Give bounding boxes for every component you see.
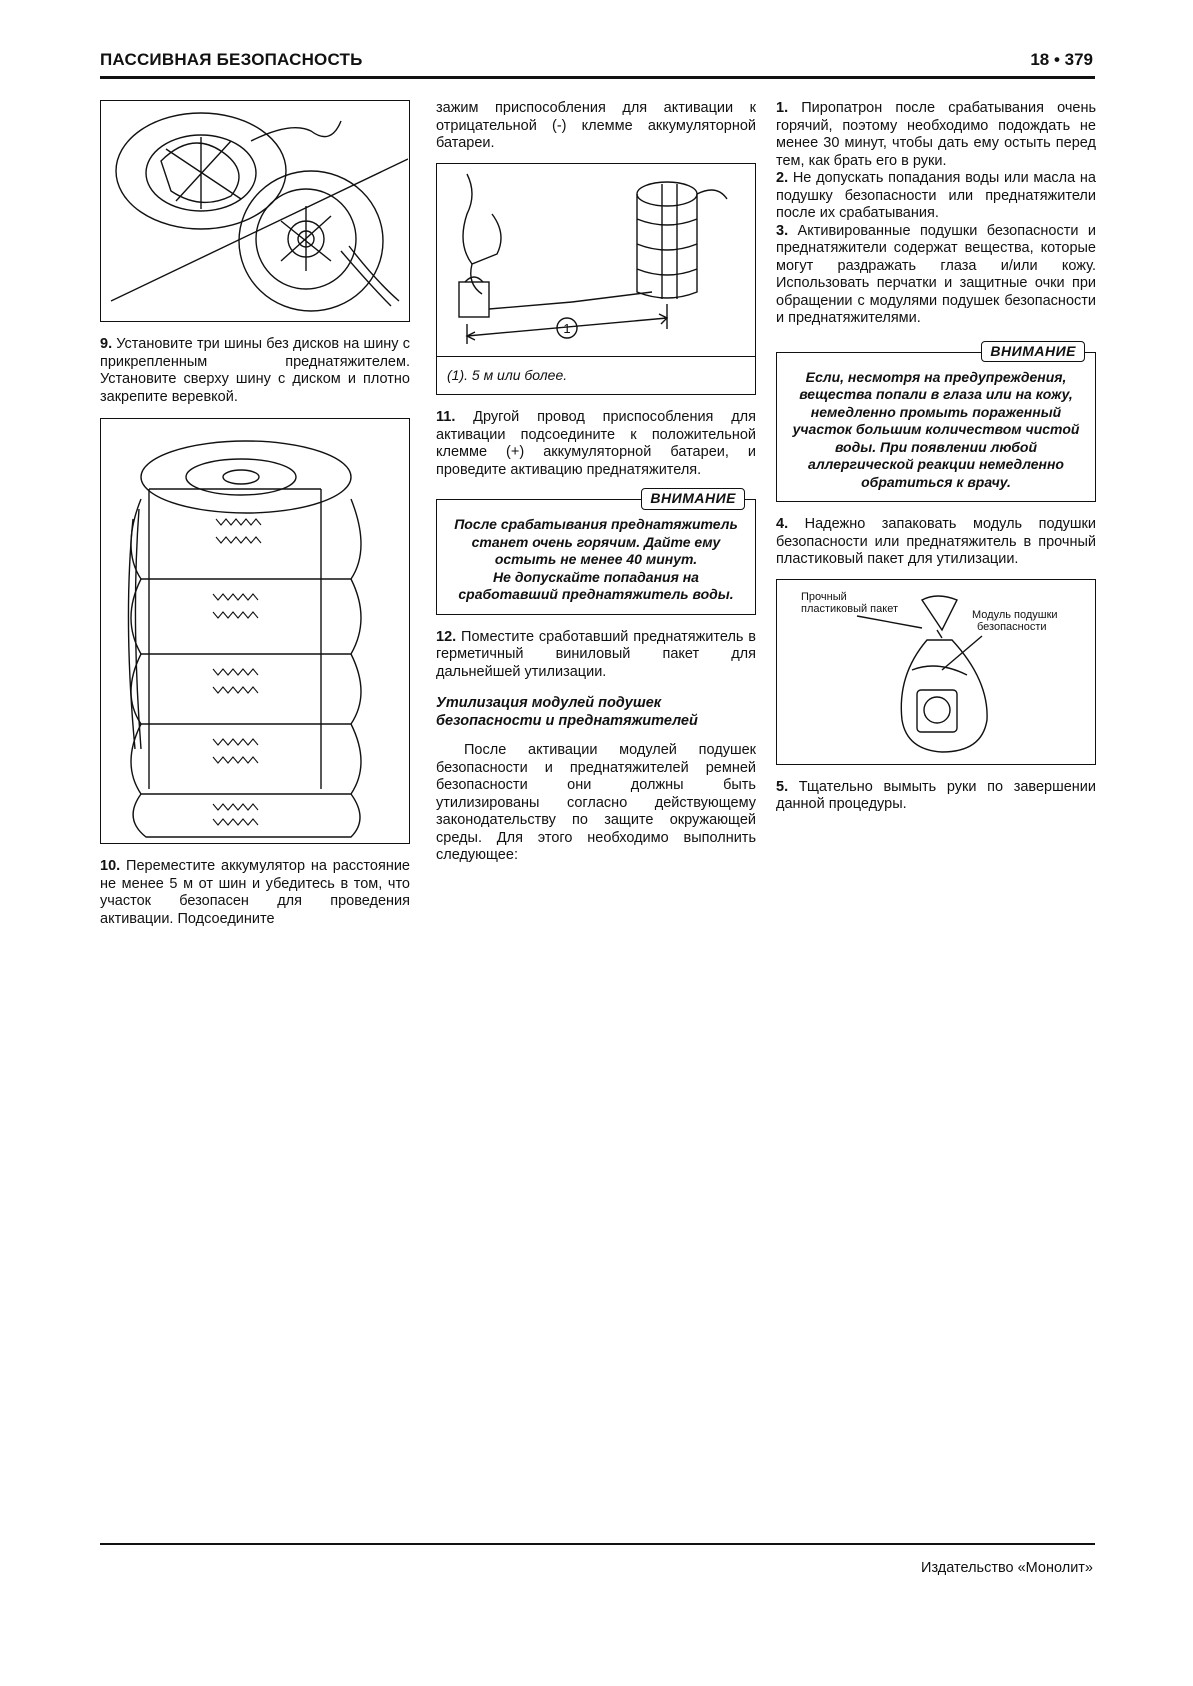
step-10 (100, 858, 410, 928)
disposal-subheading: Утилизация модулей подушек безопасности и преднатяжителей (436, 695, 698, 729)
figure-tires-strap (100, 100, 410, 322)
step-11-number: 11. (436, 409, 456, 425)
item-4-text: Надежно запаковать модуль подушки безопасности или преднатяжитель в прочный пластиковый пакет для утилизации. (776, 516, 1096, 567)
step-12-number: 12. (436, 628, 457, 645)
item-4-number: 4. (776, 516, 789, 532)
figure-caption: (1). 5 м или более. (437, 356, 755, 395)
warning-text: Если, несмотря на предупреждения, вещества попали в глаза или на кожу, немедленно промыть пораженный участок большим количеством чистой воды. При появлении любой аллергической реакции немедленно обратиться к врачу. (792, 368, 1080, 490)
step-9-number: 9. (100, 336, 113, 352)
item-1-text: Пиропатрон после срабатывания очень горячий, поэтому необходимо подождать не менее 30 минут, чтобы дать ему остыть перед тем, как брать его в руки. (776, 100, 1097, 169)
warning-box-allergy (776, 342, 1096, 503)
step-12 (436, 629, 756, 682)
disposal-text: После активации модулей подушек безопасности и преднатяжителей ремней безопасности они должны быть утилизированы согласно действующему законодательству по защите окружающей среды. Для этого необходимо выполнить следующее: (436, 742, 756, 863)
step-10-text: Переместите аккумулятор на расстояние не менее 5 м от шин и убедитесь в том, что участок безопасен для проведения активации. Подсоедините (100, 858, 410, 927)
header-rule (100, 76, 1095, 79)
warning-label: ВНИМАНИЕ (981, 341, 1085, 363)
item-3-text: Активированные подушки безопасности и преднатяжители содержат вещества, которые могут раздражать глаза и/или кожу. Использовать перчатки и защитные очки при обращении с модулями подушек безопасности и преднатяжителями. (776, 222, 1096, 326)
battery-distance-illustration (437, 164, 754, 356)
column-2 (436, 100, 756, 865)
warning-line-1: После срабатывания преднатяжитель станет очень горячим. Дайте ему остыть не менее 40 минут. (454, 516, 738, 567)
item-5-text: Тщательно вымыть руки по завершении данной процедуры. (776, 778, 1096, 812)
figure-battery-distance (436, 163, 756, 396)
tire-strap-illustration (101, 101, 408, 320)
item-4 (776, 516, 1096, 569)
item-3-number: 3. (776, 222, 789, 239)
item-1 (776, 100, 1096, 170)
figure-plastic-bag (776, 579, 1096, 765)
bag-label-line-2: пластиковый пакет (801, 602, 898, 615)
page-number: 18 • 379 (1030, 50, 1093, 69)
intro-text: зажим приспособления для активации к отрицательной (-) клемме аккумуляторной батареи. (436, 100, 756, 151)
column-3 (776, 100, 1096, 814)
warning-line-2: Не допускайте попадания на сработавший преднатяжитель воды. (458, 568, 734, 602)
item-2-text: Не допускать попадания воды или масла на подушку безопасности или преднатяжители после их срабатывания. (776, 170, 1096, 221)
figure-tire-stack (100, 418, 410, 844)
step-9-text: Установите три шины без дисков на шину с прикрепленным преднатяжителем. Установите сверху шину с диском и плотно закрепите веревкой. (100, 336, 410, 405)
publisher-footer: Издательство «Монолит» (921, 1560, 1093, 1576)
step-11 (436, 409, 756, 479)
figure-marker-1: 1 (563, 320, 571, 336)
item-1-number: 1. (776, 100, 789, 116)
item-5 (776, 779, 1096, 814)
step-10-number: 10. (100, 858, 121, 874)
section-title: ПАССИВНАЯ БЕЗОПАСНОСТЬ (100, 50, 363, 69)
step-9 (100, 336, 410, 406)
item-3 (776, 223, 1096, 328)
warning-box-hot (436, 490, 756, 615)
item-2 (776, 170, 1096, 223)
plastic-bag-illustration (777, 580, 1094, 763)
warning-label: ВНИМАНИЕ (641, 488, 745, 510)
column-1 (100, 100, 410, 928)
step-12-text: Поместите сработавший преднатяжитель в герметичный виниловый пакет для дальнейшей утилизации. (436, 628, 757, 680)
bag-label-line-1: Прочный (801, 590, 847, 603)
item-5-number: 5. (776, 778, 789, 795)
step-11-text: Другой провод приспособления для активации подсоедините к положительной клемме (+) аккумуляторной батареи, и проведите активацию преднатяжителя. (436, 409, 756, 478)
item-2-number: 2. (776, 170, 789, 186)
module-label-line-2: безопасности (977, 620, 1047, 633)
footer-rule (100, 1543, 1095, 1545)
module-label-line-1: Модуль подушки (972, 608, 1058, 621)
tire-stack-illustration (101, 419, 408, 842)
